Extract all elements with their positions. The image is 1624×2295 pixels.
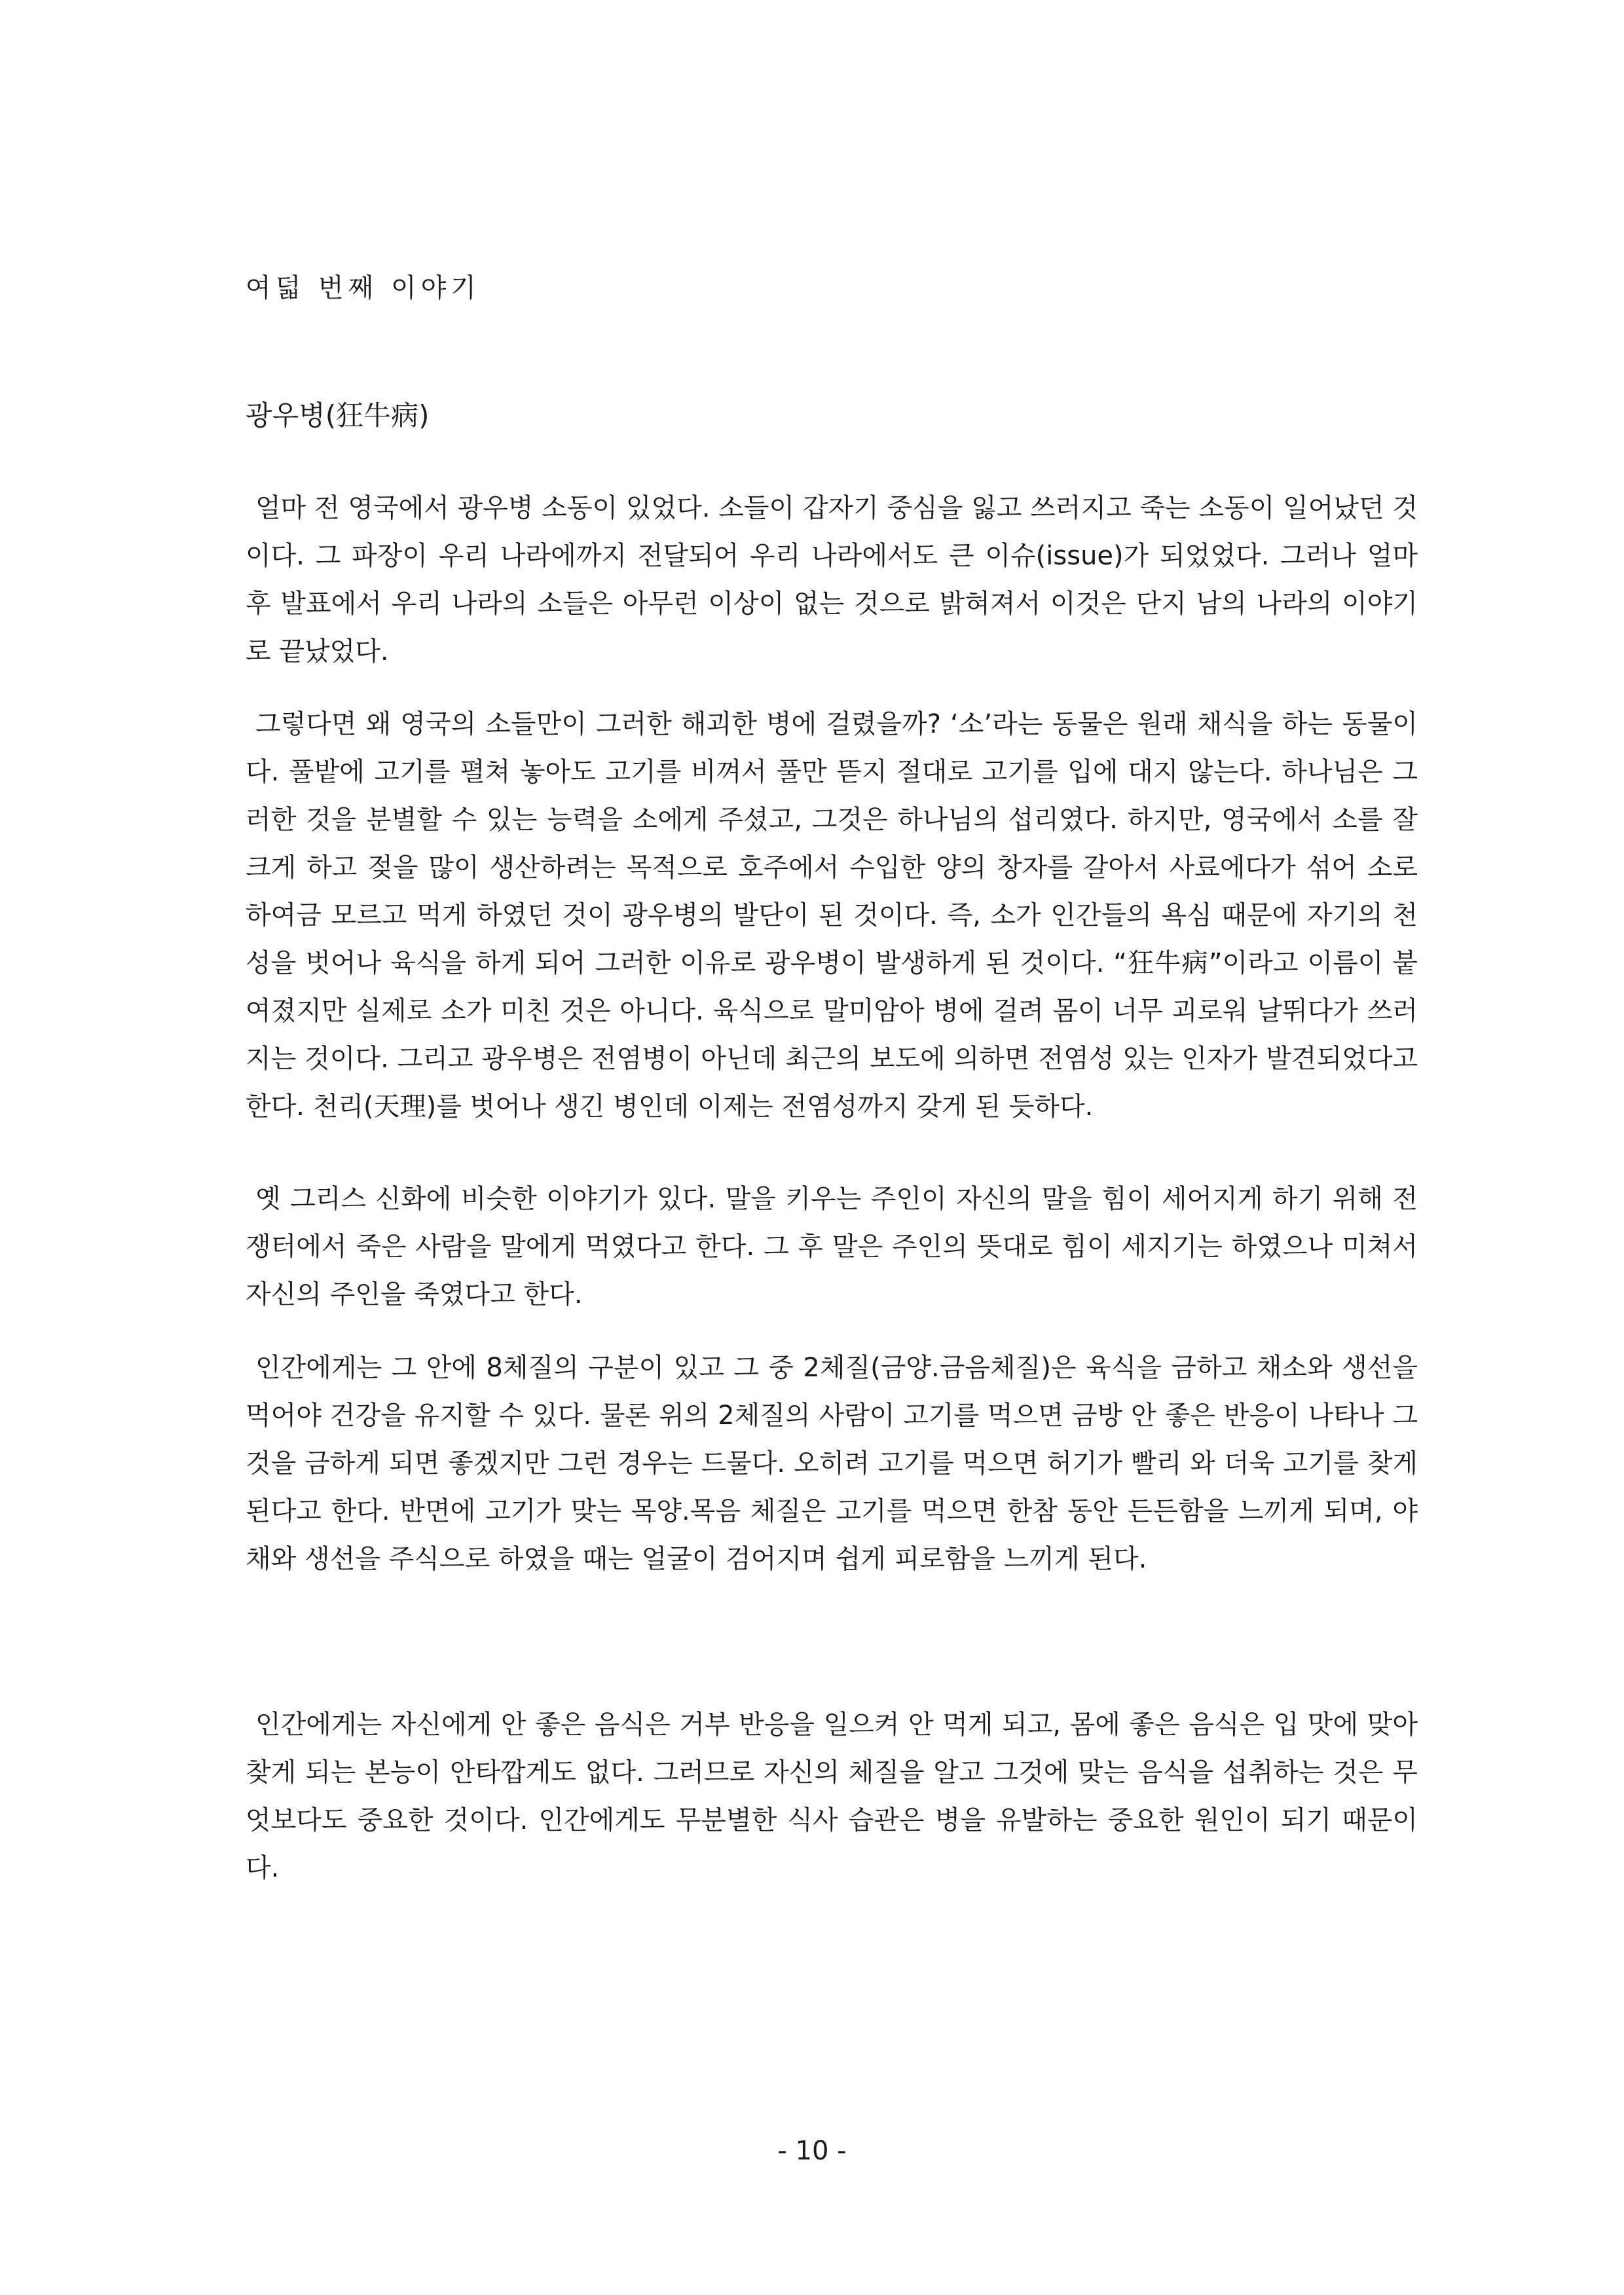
paragraph-conclusion: 인간에게는 자신에게 안 좋은 음식은 거부 반응을 일으켜 안 먹게 되고, 몸에 좋은 음식은 입 맛에 맞아 찾게 되는 본능이 안타깝게도 없다. 그러므로 자신의 체질을 알고 그것에 맞는 음식을 섭취하는 것은 무엇보다도 중요한 것이다. 인간에게도 무분별한 식사 습관은 병을 유발하는 중요한 원인이 되기 때문이다. xyxy=(246,1710,1418,1883)
paragraph-greek-myth: 옛 그리스 신화에 비슷한 이야기가 있다. 말을 키우는 주인이 자신의 말을 힘이 세어지게 하기 위해 전쟁터에서 죽은 사람을 말에게 먹였다고 한다. 그 후 말은 주인의 뜻대로 힘이 세지기는 하였으나 미쳐서 자신의 주인을 죽였다고 한다. xyxy=(246,1184,1418,1310)
paragraph-cause: 그렇다면 왜 영국의 소들만이 그러한 해괴한 병에 걸렸을까? ‘소’라는 동물은 원래 채식을 하는 동물이다. 풀밭에 고기를 펼쳐 놓아도 고기를 비껴서 풀만 뜯지 절대로 고기를 입에 대지 않는다. 하나님은 그러한 것을 분별할 수 있는 능력을 소에게 주셨고, 그것은 하나님의 섭리였다. 하지만, 영국에서 소를 잘 크게 하고 젖을 많이 생산하려는 목적으로 호주에서 수입한 양의 창자를 갈아서 사료에다가 섞어 소로 하여금 모르고 먹게 하였던 것이 광우병의 발단이 된 것이다. 즉, 소가 인간들의 욕심 때문에 자기의 천성을 벗어나 육식을 하게 되어 그러한 이유로 광우병이 발생하게 된 것이다. “狂牛病”이라고 이름이 붙여졌지만 실제로 소가 미친 것은 아니다. 육식으로 말미암아 병에 걸려 몸이 너무 괴로워 날뛰다가 쓰러지는 것이다. 그리고 광우병은 전염병이 아닌데 최근의 보도에 의하면 전염성 있는 인자가 발견되었다고 한다. 천리(天理)를 벗어나 생긴 병인데 이제는 전염성까지 갖게 된 듯하다. xyxy=(246,709,1418,1122)
page-number: - 10 - xyxy=(777,2136,847,2166)
chapter-title: 여덟 번째 이야기 xyxy=(246,273,481,303)
section-title: 광우병(狂牛病) xyxy=(246,399,430,431)
paragraph-constitution: 인간에게는 그 안에 8체질의 구분이 있고 그 중 2체질(금양.금음체질)은 육식을 금하고 채소와 생선을 먹어야 건강을 유지할 수 있다. 물론 위의 2체질의 사람이 고기를 먹으면 금방 안 좋은 반응이 나타나 그것을 금하게 되면 좋겠지만 그런 경우는 드물다. 오히려 고기를 먹으면 허기가 빨리 와 더욱 고기를 찾게 된다고 한다. 반면에 고기가 맞는 목양.목음 체질은 고기를 먹으면 한참 동안 든든함을 느끼게 되며, 야채와 생선을 주식으로 하였을 때는 얼굴이 검어지며 쉽게 피로함을 느끼게 된다. xyxy=(246,1353,1418,1574)
paragraph-intro: 얼마 전 영국에서 광우병 소동이 있었다. 소들이 갑자기 중심을 잃고 쓰러지고 죽는 소동이 일어났던 것이다. 그 파장이 우리 나라에까지 전달되어 우리 나라에서도 큰 이슈(issue)가 되었었다. 그러나 얼마 후 발표에서 우리 나라의 소들은 아무런 이상이 없는 것으로 밝혀져서 이것은 단지 남의 나라의 이야기로 끝났었다. xyxy=(246,493,1418,667)
